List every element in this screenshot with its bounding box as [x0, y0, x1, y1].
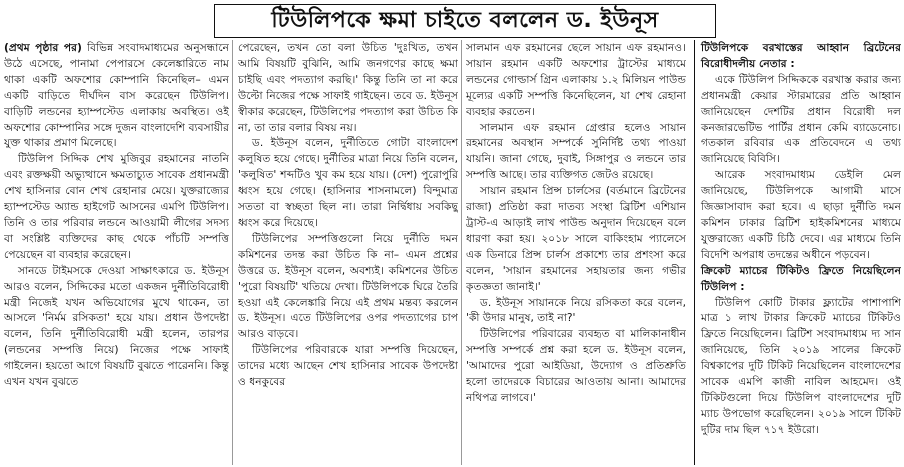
paragraph: একে টিউলিপ সিদ্দিককে বরখাস্ত করার জন্য প্রধানমন্ত্রী কেয়ার স্টারমারের প্রতি আহ্বান জানিয়েছেন দেশটির প্রধান বিরোধী দল কনজারভেটিভ পার্টির প্রধান কেমি ব্যাডেনোচ। গতকাল রবিবার এক প্রতিবেদনে এ তথ্য জানিয়েছে বিবিসি। — [701, 72, 901, 166]
paragraph: টিউলিপের পরিবারের ব্যবহৃত বা মালিকানাধীন সম্পত্তি সম্পর্কে প্রশ্ন করা হলে ড. ইউনূস বলেন, 'আমাদের পুরো আইডিয়া, উদ্যোগ ও প্রতিশ্রুতি হলো তাদেরকে বিচারের আওতায় আনা। আমাদের নথিপত্র লাগবে।' — [466, 327, 686, 404]
paragraph — [4, 40, 229, 151]
paragraph: পেরেছেন, তখন তো বলা উচিত 'দুঃখিত, তখন আমি বিষয়টি বুঝিনি, আমি জনগণের কাছে ক্ষমা চাইছি এবং পদত্যাগ করছি।' কিন্তু তিনি তা না করে উল্টো নিজের পক্ষে সাফাই গাইছেন। তবে ড. ইউনূস স্বীকার করেছেন, টিউলিপের পদত্যাগ করা উচিত কি না, তা তার বলার বিষয় নয়। — [238, 41, 458, 134]
paragraph: সায়ান রহমান প্রিন্স চার্লসের (বর্তমানে ব্রিটেনের রাজা) প্রতিষ্ঠা করা দাতব্য সংস্থা ব্রিটিশ এশিয়ান ট্রাস্ট-এ আড়াই লাখ পাউন্ড অনুদান দিয়েছেন বলে ধারণা করা হয়। ২০১৮ সালে বাকিংহাম প্যালেসে এক ডিনারে প্রিন্স চার্লস প্রকাশ্যে তার প্রশংসা করে বলেন, 'সায়ান রহমানের সহায়তার জন্য গভীর কৃতজ্ঞতা জানাই।' — [466, 184, 686, 293]
column-divider — [461, 40, 462, 465]
paragraph: টিউলিপ কোটি টাকার ফ্ল্যাটের পাশাপাশি মাত্র ১ লাখ টাকার ক্রিকেট ম্যাচের টিকিটও ফ্রিতে নিয়েছিলেন। ব্রিটিশ সংবাদমাধ্যম দ্য সান জানিয়েছে, তিনি ২০১৯ সালের ক্রিকেট বিশ্বকাপের দুটি টিকিট নিয়েছিলেন বাংলাদেশের সাবেক এমপি কাজী নাবিল আহমেদ। ওই টিকিটগুলো দিয়ে টিউলিপ বাংলাদেশের দুটি ম্যাচ উপভোগ করেছিলেন। ২০১৯ সালে টিকিট দুটির দাম ছিল ৭১৭ ইউরো। — [701, 295, 901, 436]
paragraph: টিউলিপের পরিবারকে যারা সম্পত্তি দিয়েছেন, তাদের মধ্যে আছেন শেখ হাসিনার সাবেক উপদেষ্টা ও ধনকুবের — [238, 343, 458, 389]
paragraph: সালমান এফ রহমান গ্রেপ্তার হলেও সায়ান রহমানের অবস্থান সম্পর্কে সুনির্দিষ্ট তথ্য পাওয়া যায়নি। জানা গেছে, দুবাই, সিঙ্গাপুর ও লন্ডনে তার সম্পত্তি আছে। তার ব্যক্তিগত জেটও রয়েছে। — [466, 120, 686, 182]
paragraph: সালমান এফ রহমানের ছেলে সায়ান এফ রহমানও। সায়ান রহমান একটি অফশোর ট্রাস্টের মাধ্যমে লন্ডনের গোল্ডার্স গ্রিন এলাকায় ১.২ মিলিয়ন পাউন্ড মূল্যের একটি সম্পত্তি কিনেছিলেন, যা শেখ রেহানা ব্যবহার করতেন। — [466, 41, 686, 118]
subheading: ক্রিকেট ম্যাচের টিকিটও ফ্রিতে নিয়েছিলেন টিউলিপ : — [701, 263, 901, 293]
paragraph: সানডে টাইমসকে দেওয়া সাক্ষাৎকারে ড. ইউনূস আরও বলেন, সিদ্দিকের মতো একজন দুর্নীতিবিরোধী মন্ত্রী নিজেই যখন অভিযোগের মুখে থাকেন, তা আসলে 'নির্মম রসিকতা' হয়ে যায়। প্রধান উপদেষ্টা বলেন, তিনি দুর্নীতিবিরোধী মন্ত্রী হলেন, তারপর (লন্ডনের সম্পত্তি নিয়ে) নিজের পক্ষে সাফাই গাইলেন। হয়তো আগে বিষয়টি বুঝতে পারেননি। কিন্তু এখন যখন বুঝতে — [4, 263, 229, 389]
headline: টিউলিপকে ক্ষমা চাইতে বললেন ড. ইউনূস — [214, 4, 716, 38]
paragraph-text: বিভিন্ন সংবাদমাধ্যমের অনুসন্ধানে উঠে এসেছে, পানামা পেপারসে কেলেঙ্কারিতে নাম থাকা একটি অফশোর কোম্পানি কিনেছিল– এমন একটি বাড়িতে দীর্ঘদিন বাস করেছেন টিউলিপ। বাড়িটি লন্ডনের হ্যাম্পস্টেড এলাকায় অবস্থিত। ওই অফশোর কোম্পানির সঙ্গে দুজন বাংলাদেশি ব্যবসায়ীর যুক্ত থাকার প্রমাণ মিলেছে। — [4, 41, 229, 150]
paragraph: টিউলিপের সম্পত্তিগুলো নিয়ে দুর্নীতি দমন কমিশনের তদন্ত করা উচিত কি না– এমন প্রশ্নের উত্তরে ড. ইউনূস বলেন, অবশ্যই। কমিশনের উচিত 'পুরো বিষয়টি' খতিয়ে দেখা। টিউলিপকে ঘিরে তৈরি হওয়া এই কেলেঙ্কারি নিয়ে এই প্রথম মন্তব্য করলেন ড. ইউনূস। এতে টিউলিপের ওপর পদত্যাগের চাপ আরও বাড়বে। — [238, 231, 458, 341]
article-column-1 — [4, 40, 229, 465]
continuation-tag: (প্রথম পৃষ্ঠার পর) — [4, 41, 82, 54]
paragraph: ড. ইউনূস সায়ানকে নিয়ে রসিকতা করে বলেন, 'কী উদার মানুষ, তাই না?' — [466, 295, 686, 325]
paragraph: ড. ইউনূস বলেন, দুর্নীতিতে গোটা বাংলাদেশ কলুষিত হয়ে গেছে। দুর্নীতির মাত্রা নিয়ে তিনি বলেন, 'কলুষিত' শব্দটিও খুব কম হয়ে যায়। (দেশ) পুরোপুরি ধ্বংস হয়ে গেছে। (হাসিনার শাসনামলে) বিন্দুমাত্র সততা বা স্বচ্ছতা ছিল না। তারা নির্দ্বিধায় সবকিছু ধ্বংস করে দিয়েছে। — [238, 136, 458, 229]
paragraph: আরেক সংবাদমাধ্যম ডেইলি মেল জানিয়েছে, টিউলিপকে আগামী মাসে জিজ্ঞাসাবাদ করা হবে। এ ছাড়া দুর্নীতি দমন কমিশন ঢাকার ব্রিটিশ হাইকমিশনের মাধ্যমে যুক্তরাজ্যে একটি চিঠি দেবে। এর মাধ্যমে তিনি বিদেশি অপরাধ তদন্তের অধীনে পড়বেন। — [701, 168, 901, 261]
article-column-3 — [466, 40, 686, 465]
paragraph: টিউলিপ সিদ্দিক শেখ মুজিবুর রহমানের নাতনি এবং রক্তক্ষয়ী অভ্যুত্থানে ক্ষমতাচ্যুত সাবেক প্রধানমন্ত্রী শেখ হাসিনার বোন শেখ রেহানার মেয়ে। যুক্তরাজ্যের হ্যাম্পস্টেড অ্যান্ড হাইগেট আসনের এমপি টিউলিপ। তিনি ও তার পরিবার লন্ডনে আওয়ামী লীগের সদস্য বা সংশ্লিষ্ট ব্যক্তিদের কাছ থেকে পাঁচটি সম্পত্তি পেয়েছেন বা ব্যবহার করেছেন। — [4, 152, 229, 261]
column-divider — [232, 40, 233, 465]
sidebar-column — [694, 40, 901, 465]
subheading: টিউলিপকে বরখাস্তের আহ্বান ব্রিটেনের বিরোধীদলীয় নেতার : — [701, 41, 901, 70]
article-column-2 — [238, 40, 458, 465]
